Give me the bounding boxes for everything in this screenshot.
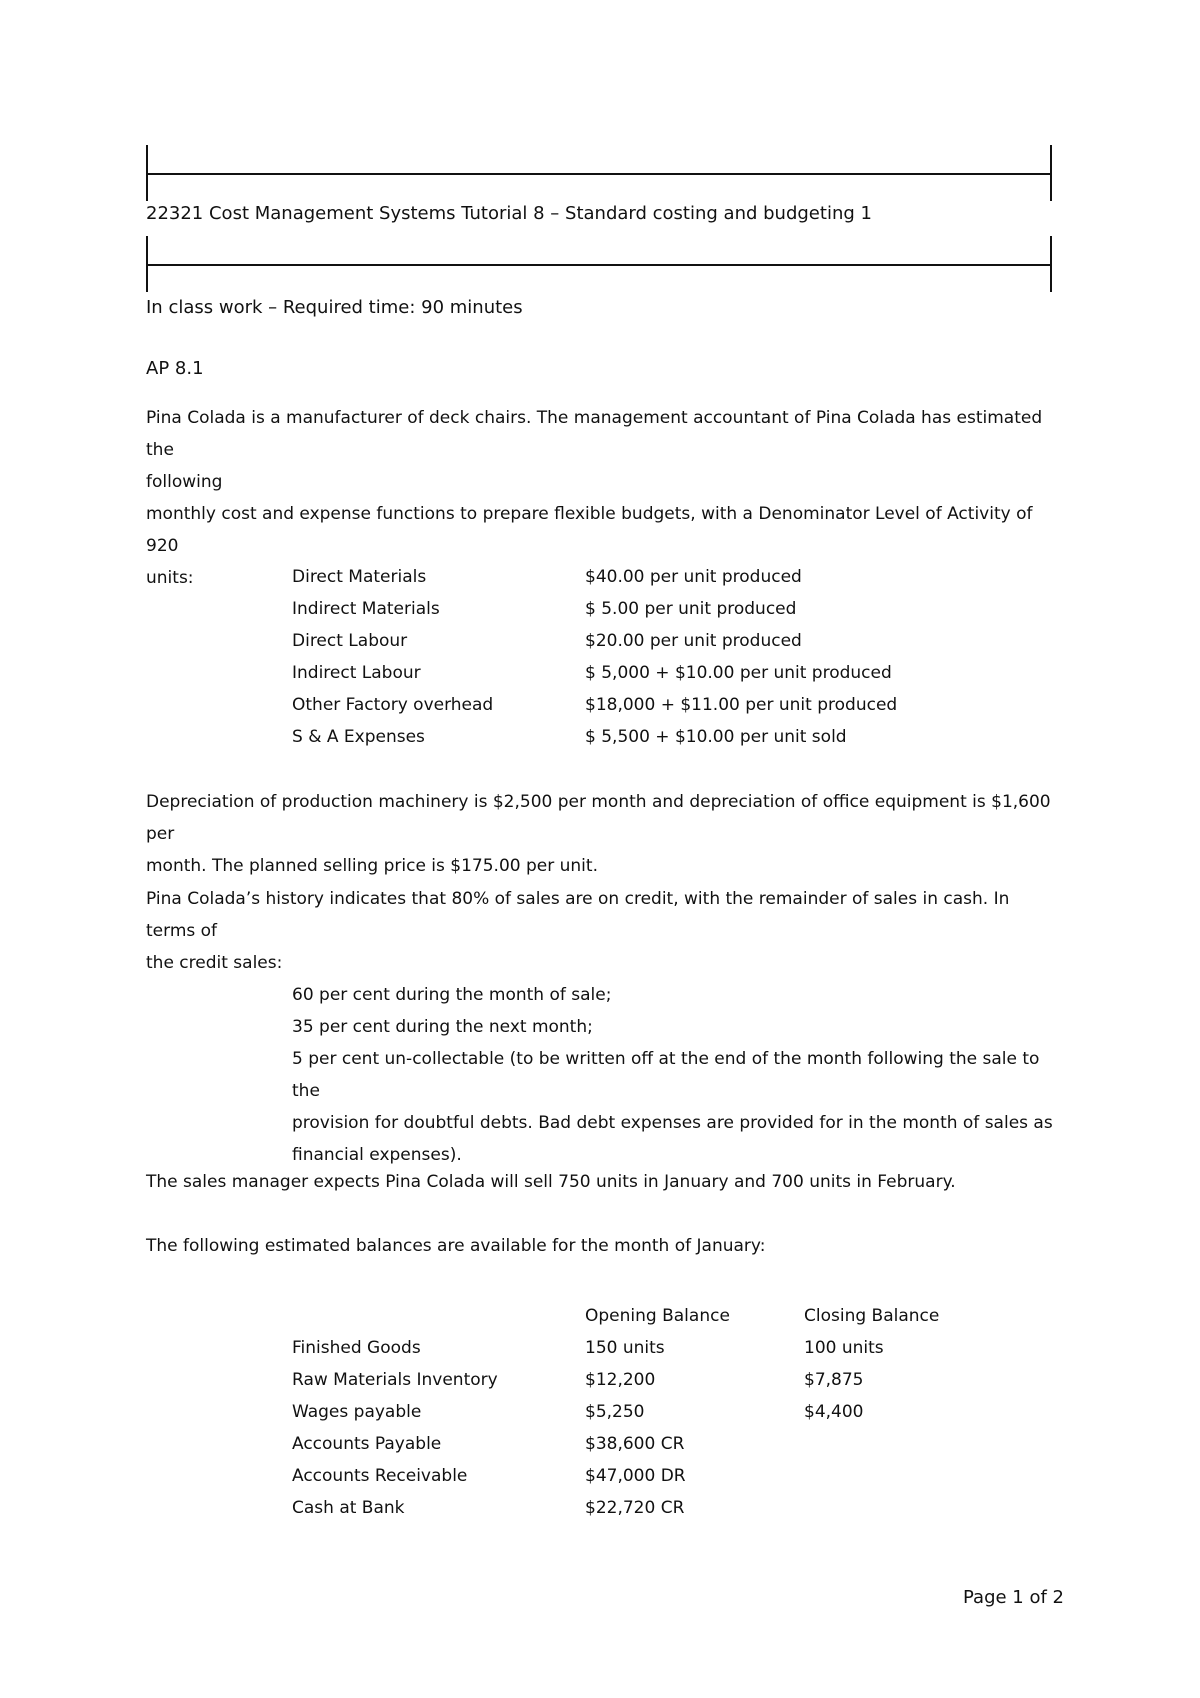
section-heading: AP 8.1 — [146, 358, 204, 379]
cost-rate: $ 5,000 + $10.00 per unit produced — [585, 663, 892, 683]
depreciation-paragraph — [146, 786, 1056, 882]
collection-line: provision for doubtful debts. Bad debt expenses are provided for in the month of sales as — [292, 1113, 1053, 1133]
opening-balance-header: Opening Balance — [585, 1306, 730, 1326]
opening-value: $5,250 — [585, 1402, 645, 1422]
cost-rate: $20.00 per unit produced — [585, 631, 802, 651]
sales-expectation: The sales manager expects Pina Colada will sell 750 units in January and 700 units in February. — [146, 1172, 956, 1192]
subtitle: In class work – Required time: 90 minutes — [146, 297, 523, 318]
cost-item: Direct Materials — [292, 567, 427, 587]
title-rule — [146, 236, 1052, 292]
intro-line: following — [146, 472, 223, 492]
closing-value: $4,400 — [804, 1402, 864, 1422]
credit-line: the credit sales: — [146, 953, 283, 973]
opening-value: $38,600 CR — [585, 1434, 685, 1454]
cost-rate: $ 5.00 per unit produced — [585, 599, 797, 619]
opening-value: 150 units — [585, 1338, 665, 1358]
balance-item: Raw Materials Inventory — [292, 1370, 498, 1390]
credit-paragraph — [146, 883, 1056, 979]
cost-rate: $ 5,500 + $10.00 per unit sold — [585, 727, 847, 747]
closing-value: $7,875 — [804, 1370, 864, 1390]
cost-rate: $40.00 per unit produced — [585, 567, 802, 587]
collection-line: financial expenses). — [292, 1145, 462, 1165]
collection-line: 35 per cent during the next month; — [292, 1017, 593, 1037]
collection-line: 5 per cent un-collectable (to be written off at the end of the month following the sale to the — [292, 1049, 1040, 1101]
cost-item: S & A Expenses — [292, 727, 425, 747]
opening-value: $47,000 DR — [585, 1466, 686, 1486]
depreciation-line: Depreciation of production machinery is $2,500 per month and depreciation of office equipment is $1,600 per — [146, 792, 1051, 844]
closing-balance-header: Closing Balance — [804, 1306, 940, 1326]
balance-item: Wages payable — [292, 1402, 422, 1422]
cost-item: Indirect Labour — [292, 663, 421, 683]
cost-item: Other Factory overhead — [292, 695, 494, 715]
intro-line: units: — [146, 568, 194, 588]
balance-item: Cash at Bank — [292, 1498, 405, 1518]
cost-rate: $18,000 + $11.00 per unit produced — [585, 695, 898, 715]
intro-line: Pina Colada is a manufacturer of deck chairs. The management accountant of Pina Colada has estimated the — [146, 408, 1043, 460]
collection-terms — [292, 979, 1062, 1171]
balance-item: Finished Goods — [292, 1338, 421, 1358]
top-rule — [146, 145, 1052, 201]
cost-item: Indirect Materials — [292, 599, 440, 619]
credit-line: Pina Colada’s history indicates that 80% of sales are on credit, with the remainder of sales in cash. In terms of — [146, 889, 1010, 941]
page-number: Page 1 of 2 — [963, 1587, 1064, 1608]
balance-item: Accounts Receivable — [292, 1466, 468, 1486]
depreciation-line: month. The planned selling price is $175.00 per unit. — [146, 856, 598, 876]
closing-value: 100 units — [804, 1338, 884, 1358]
opening-value: $12,200 — [585, 1370, 656, 1390]
balance-item: Accounts Payable — [292, 1434, 442, 1454]
intro-line: monthly cost and expense functions to prepare flexible budgets, with a Denominator Level of Activity of 920 — [146, 504, 1033, 556]
opening-value: $22,720 CR — [585, 1498, 685, 1518]
balances-intro: The following estimated balances are available for the month of January: — [146, 1236, 766, 1256]
page-title: 22321 Cost Management Systems Tutorial 8 – Standard costing and budgeting 1 — [146, 203, 872, 224]
collection-line: 60 per cent during the month of sale; — [292, 985, 612, 1005]
cost-item: Direct Labour — [292, 631, 408, 651]
